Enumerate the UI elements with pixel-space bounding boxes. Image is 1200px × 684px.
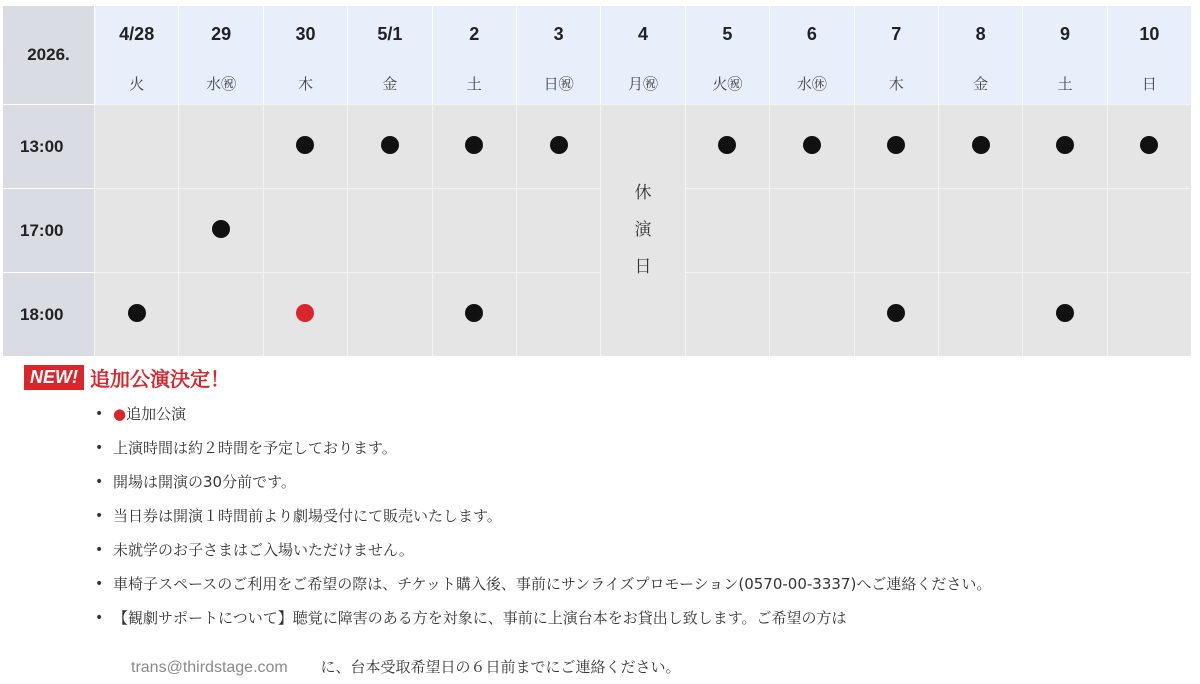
contact-email[interactable]: trans@thirdstage.com [131,659,288,676]
performance-dot [212,220,230,238]
schedule-cell [1022,272,1106,356]
note-text: 【観劇サポートについて】聴覚に障害のある方を対象に、事前に上演台本をお貸出し致します。ご希望の方は [113,609,847,627]
schedule-cell [178,104,262,188]
performance-dot [887,136,905,154]
note-text: 未就学のお子さまはご入場いただけません。 [113,541,414,559]
rest-day-char: 演 [634,220,652,240]
performance-schedule-table [3,6,1191,356]
weekday-header: 金 [347,62,431,104]
date-header: 29 [178,6,262,62]
performance-dot [128,304,146,322]
performance-dot [296,136,314,154]
weekday-header: 水㊡ [769,62,853,104]
date-header: 10 [1107,6,1191,62]
performance-dot [1140,136,1158,154]
schedule-cell [178,272,262,356]
announcement-title: 追加公演決定！ [90,367,230,391]
weekday-header: 月㊗ [600,62,684,104]
note-text: 開場は開演の30分前です。 [113,473,296,491]
weekday-header: 木 [263,62,347,104]
year-header: 2026. [3,6,94,104]
performance-dot [718,136,736,154]
weekday-header-row [3,62,1191,104]
time-row [3,272,1191,356]
date-header: 30 [263,6,347,62]
bullet-icon: • [95,440,104,456]
note-text: 追加公演 [126,405,187,423]
schedule-cell [263,188,347,272]
date-header: 3 [516,6,600,62]
schedule-cell [432,104,516,188]
schedule-cell [263,272,347,356]
weekday-header: 日㊗ [516,62,600,104]
date-header: 4 [600,6,684,62]
note-text: 上演時間は約２時間を予定しております。 [113,439,397,457]
weekday-header: 火㊗ [685,62,769,104]
note-text: 当日券は開演１時間前より劇場受付にて販売いたします。 [113,507,502,525]
date-header: 7 [854,6,938,62]
bullet-icon: • [95,406,104,422]
schedule-cell [769,272,853,356]
date-header: 8 [938,6,1022,62]
rest-day-cell [600,104,684,356]
bullet-icon: • [95,576,104,592]
performance-dot [465,136,483,154]
performance-dot [550,136,568,154]
date-header: 2 [432,6,516,62]
weekday-header: 日 [1107,62,1191,104]
schedule-cell [94,188,178,272]
schedule-cell [94,104,178,188]
rest-day-char: 休 [634,183,652,203]
note-item [95,603,1185,637]
schedule-cell [938,188,1022,272]
schedule-cell [1107,188,1191,272]
schedule-cell [94,272,178,356]
performance-dot [887,304,905,322]
schedule-cell [938,104,1022,188]
schedule-cell [516,188,600,272]
date-header: 5 [685,6,769,62]
performance-dot [1056,136,1074,154]
schedule-cell [347,272,431,356]
schedule-cell [854,188,938,272]
schedule-cell [685,188,769,272]
time-row [3,104,1191,188]
contact-text: に、台本受取希望日の６日前までにご連絡ください。 [320,658,681,676]
date-header: 5/1 [347,6,431,62]
performance-dot [1056,304,1074,322]
schedule-cell [347,188,431,272]
date-header-row [3,6,1191,62]
note-item [95,501,1185,535]
bullet-icon: • [95,542,104,558]
schedule-cell [1022,104,1106,188]
schedule-cell [516,104,600,188]
performance-dot [803,136,821,154]
bullet-icon: • [95,474,104,490]
schedule-cell [516,272,600,356]
schedule-cell [854,104,938,188]
schedule-cell [178,188,262,272]
note-item [95,467,1185,501]
performance-dot [381,136,399,154]
weekday-header: 土 [1022,62,1106,104]
schedule-cell [347,104,431,188]
weekday-header: 土 [432,62,516,104]
time-label: 18:00 [3,272,94,356]
performance-dot [465,304,483,322]
schedule-cell [1107,272,1191,356]
date-header: 9 [1022,6,1106,62]
schedule-cell [685,272,769,356]
rest-day-char: 日 [634,257,652,277]
announcement [24,363,230,392]
new-badge: NEW! [24,365,84,390]
time-label: 13:00 [3,104,94,188]
bullet-icon: • [95,610,104,626]
schedule-cell [854,272,938,356]
schedule-cell [769,104,853,188]
weekday-header: 金 [938,62,1022,104]
weekday-header: 木 [854,62,938,104]
date-header: 6 [769,6,853,62]
added-performance-dot [296,304,314,322]
note-item [95,569,1185,603]
note-item [95,433,1185,467]
note-item [95,535,1185,569]
schedule-cell [432,272,516,356]
schedule-cell [263,104,347,188]
schedule-cell [769,188,853,272]
schedule-cell [685,104,769,188]
schedule-body [3,104,1191,356]
note-item [95,399,1185,433]
time-row [3,188,1191,272]
note-text: 車椅子スペースのご利用をご希望の際は、チケット購入後、事前にサンライズプロモーション(0570-00-3337)へご連絡ください。 [113,575,992,593]
notes-list [95,399,1185,637]
contact-line [131,656,681,677]
schedule-cell [938,272,1022,356]
schedule-cell [432,188,516,272]
date-header: 4/28 [94,6,178,62]
weekday-header: 火 [94,62,178,104]
schedule-cell [1107,104,1191,188]
performance-dot [972,136,990,154]
schedule-cell [1022,188,1106,272]
time-label: 17:00 [3,188,94,272]
added-performance-marker: ● [113,405,127,423]
bullet-icon: • [95,508,104,524]
weekday-header: 水㊗ [178,62,262,104]
